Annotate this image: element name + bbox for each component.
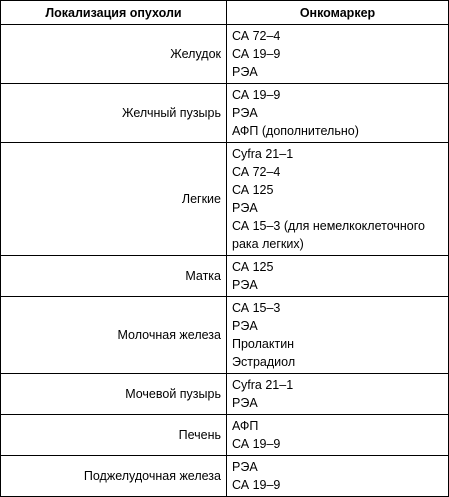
marker-item: РЭА [232,319,258,333]
header-oncomarker: Онкомаркер [227,1,449,25]
marker-cell [227,297,449,374]
marker-item: Cyfra 21–1 [232,378,294,392]
marker-cell [227,374,449,415]
marker-cell [227,25,449,84]
marker-item: СА 15–3 [232,301,281,315]
table-row [1,374,449,415]
marker-item: АФП [232,419,259,433]
header-tumor-location: Локализация опухоли [1,1,227,25]
table-row [1,456,449,497]
marker-item: Пролактин [232,337,295,351]
marker-cell [227,84,449,143]
tumor-location-cell: Печень [1,415,227,456]
marker-item: АФП (дополнительно) [232,124,359,138]
table-row [1,25,449,84]
table-header-row [1,1,449,25]
tumor-location-cell: Желудок [1,25,227,84]
marker-item: РЭА [232,65,258,79]
tumor-location-cell: Мочевой пузырь [1,374,227,415]
tumor-location-cell: Желчный пузырь [1,84,227,143]
marker-item: СА 19–9 [232,47,281,61]
marker-item: СА 19–9 [232,88,281,102]
marker-item: СА 19–9 [232,478,281,492]
marker-item: РЭА [232,278,258,292]
marker-item: РЭА [232,396,258,410]
marker-item: СА 125 [232,183,274,197]
tumor-location-cell: Поджелудочная железа [1,456,227,497]
table-row [1,84,449,143]
table-row [1,297,449,374]
marker-item: СА 15–3 (для немелкоклеточного рака легких) [232,219,425,251]
table-row [1,415,449,456]
marker-item: Cyfra 21–1 [232,147,294,161]
table-row [1,143,449,256]
marker-item: СА 125 [232,260,274,274]
marker-cell [227,143,449,256]
marker-item: Эстрадиол [232,355,296,369]
tumor-location-cell: Легкие [1,143,227,256]
marker-cell [227,415,449,456]
tumor-location-cell: Матка [1,256,227,297]
tumor-location-cell: Молочная железа [1,297,227,374]
marker-cell [227,256,449,297]
marker-item: СА 19–9 [232,437,281,451]
marker-item: РЭА [232,460,258,474]
marker-item: СА 72–4 [232,165,281,179]
marker-item: РЭА [232,106,258,120]
table-row [1,256,449,297]
marker-cell [227,456,449,497]
marker-item: СА 72–4 [232,29,281,43]
marker-item: РЭА [232,201,258,215]
